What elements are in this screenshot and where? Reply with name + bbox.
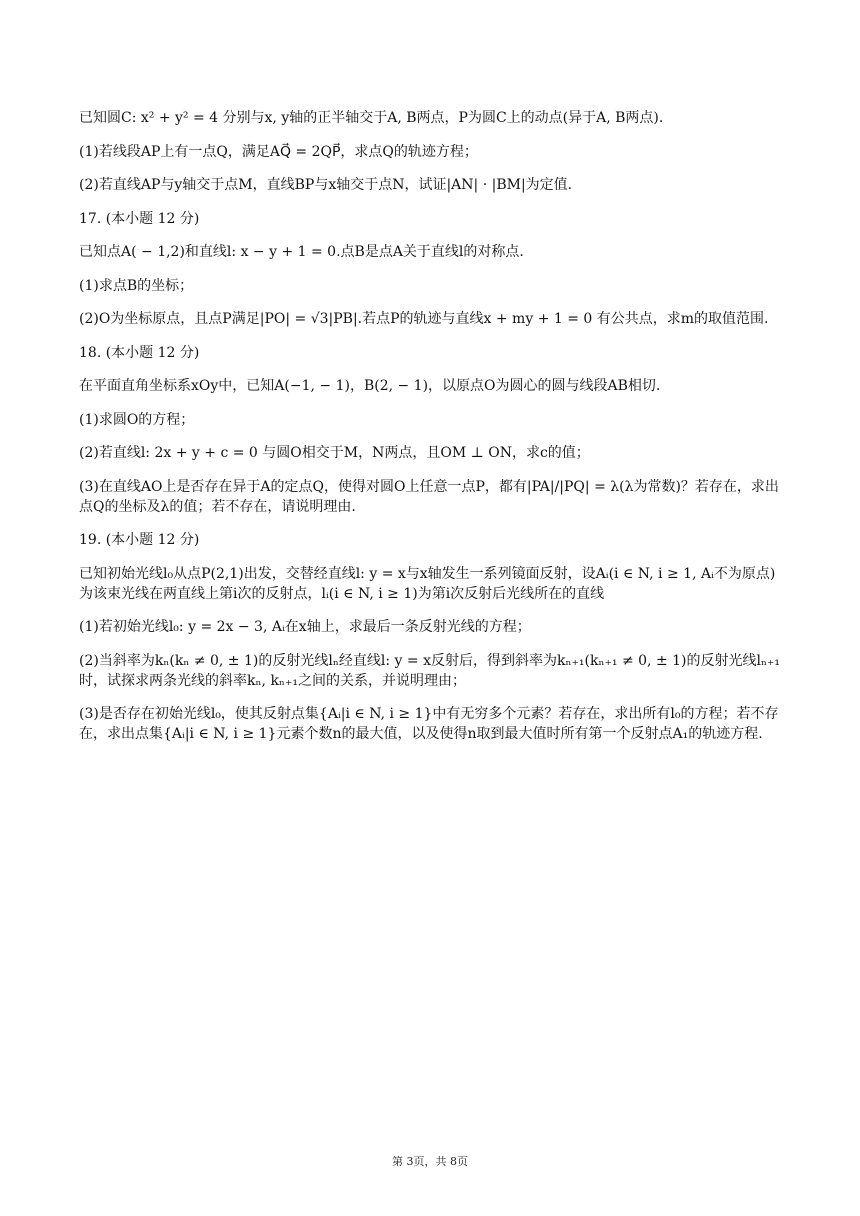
text-line: 已知圆C: x² + y² = 4 分别与x, y轴的正半轴交于A, B两点，P为圆C上的动点(异于A, B两点). <box>79 110 664 126</box>
text-line: (1)求点B的坐标； <box>79 277 194 294</box>
question-heading: 19. (本小题 12 分) <box>79 532 200 548</box>
document-body <box>79 108 785 758</box>
page-footer: 第 3页，共 8页 <box>392 1155 468 1168</box>
text-line: 在平面直角坐标系xOy中，已知A(−1, − 1)，B(2, − 1)，以原点O为圆心的圆与线段AB相切. <box>79 378 661 394</box>
text-line: 已知点A( − 1,2)和直线l: x − y + 1 = 0.点B是点A关于直线l的对称点. <box>79 244 524 260</box>
question-heading: 17. (本小题 12 分) <box>79 210 200 227</box>
text-line: (2)若直线AP与y轴交于点M，直线BP与x轴交于点N，试证|AN| · |BM|为定值. <box>79 177 573 193</box>
question-heading: 18. (本小题 12 分) <box>79 344 200 361</box>
text-line: (1)若线段AP上有一点Q，满足AQ⃗ = 2QP⃗，求点Q的轨迹方程； <box>79 143 478 160</box>
text-line: (2)O为坐标原点，且点P满足|PO| = √3|PB|.若点P的轨迹与直线x + my + 1 = 0 有公共点，求m的取值范围. <box>79 311 769 327</box>
text-line: (2)若直线l: 2x + y + c = 0 与圆O相交于M，N两点，且OM ⊥ ON，求c的值； <box>79 445 590 461</box>
text-line: (3)是否存在初始光线l₀，使其反射点集{Aᵢ|i ∈ N, i ≥ 1}中有无穷多个元素？若存在，求出所有l₀的方程；若不存在，求出点集{Aᵢ|i ∈ N, i ≥ 1}元素个数n的最大值，以及使得n取到最大值时所有第一个反射点A₁的轨迹方程. <box>79 706 779 742</box>
text-line: (3)在直线AO上是否存在异于A的定点Q，使得对圆O上任意一点P，都有|PA|/|PQ| = λ(λ为常数)？若存在，求出点Q的坐标及λ的值；若不存在，请说明理由. <box>79 478 779 515</box>
text-line: (1)求圆O的方程； <box>79 411 195 428</box>
text-line: 已知初始光线l₀从点P(2,1)出发，交替经直线l: y = x与x轴发生一系列镜面反射，设Aᵢ(i ∈ N, i ≥ 1, Aᵢ不为原点)为该束光线在两直线上第i次的反射点，lᵢ(i ∈ N, i ≥ 1)为第i次反射后光线所在的直线 <box>79 565 776 602</box>
text-line: (1)若初始光线l₀: y = 2x − 3, Aᵢ在x轴上，求最后一条反射光线的方程； <box>79 619 531 635</box>
text-line: (2)当斜率为kₙ(kₙ ≠ 0, ± 1)的反射光线lₙ经直线l: y = x反射后，得到斜率为kₙ₊₁(kₙ₊₁ ≠ 0, ± 1)的反射光线lₙ₊₁时，试探求两条光线的斜率kₙ, kₙ₊₁之间的关系，并说明理由； <box>79 652 781 689</box>
